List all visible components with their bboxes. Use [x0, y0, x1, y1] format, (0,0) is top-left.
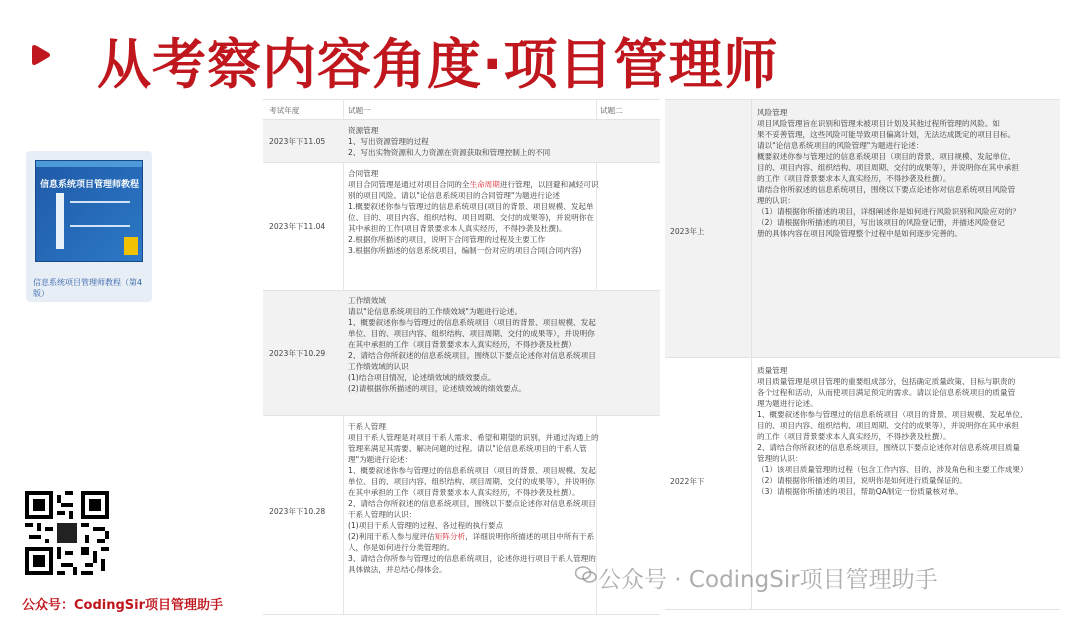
exam-table-left	[263, 99, 660, 614]
row-line: 2、请结合你所叙述的信息系统项目，围绕以下要点论述你对信息系统项目干系人管理的认识：	[348, 499, 596, 519]
row-content	[757, 365, 1029, 497]
table-row	[263, 291, 660, 416]
book-cover-image	[35, 160, 143, 262]
row-line: 概要叙述你参与管理过的信息系统项目（项目的背景、项目规模、发起单位、	[757, 152, 1016, 161]
row-line: 项目风险管理旨在识别和管理未被项目计划及其他过程所管理的风险。如	[757, 119, 1000, 128]
row-line: 册的具体内容在项目风险管理整个过程中是如何逐步完善的。	[757, 229, 963, 238]
page-title: 从考察内容角度·项目管理师	[97, 33, 779, 96]
row-line: 项目干系人管理是对项目干系人需求、希望和期望的识别，并通过沟通上的管理来满足其需要、解决问题的过程。请以"论信息系统项目的干系人管理"为题进行论述：	[348, 433, 599, 464]
watermark-text: 公众号 · CodingSir项目管理助手	[598, 567, 938, 593]
play-bullet-icon	[31, 43, 51, 67]
header-question-1: 试题一	[348, 106, 371, 115]
book-caption[interactable]: 信息系统项目管理师教程（第4版）	[33, 278, 143, 298]
row-line: 2.根据你所描述的项目，说明下合同管理的过程及主要工作	[348, 235, 546, 244]
row-year: 2023年上	[670, 227, 705, 236]
row-line: 风险管理	[757, 108, 788, 117]
exam-table-right	[665, 99, 1060, 610]
row-line: 1、概要叙述你参与管理过的信息系统项目（项目的背景、项目规模、发起单位、目的、项目内容、组织结构、项目周期、交付的成果等），并说明你在其中承担的工作（项目背景要求本人真实经历，不得抄袭及杜撰）。	[348, 466, 596, 497]
row-line: 目的、项目内容、组织结构、项目周期、交付的成果等），并说明你在其中承担	[757, 163, 1019, 172]
row-line: 2、写出实物资源和人力资源在资源获取和管理控制上的不同	[348, 148, 551, 157]
row-line: 2、请结合你所叙述的信息系统项目，围绕以下要点论述你对信息系统项目工作绩效域的认识	[348, 351, 596, 371]
row-line: （3）请根据你所描述的项目，帮助QA制定一份质量核对单。	[757, 487, 963, 496]
slide-header	[0, 0, 1080, 100]
row-line: (1)结合项目情况，论述绩效域的绩效要点。	[348, 373, 496, 382]
header-year: 考试年度	[269, 106, 300, 115]
row-line: 工作绩效域	[348, 296, 386, 305]
row-line: 资源管理	[348, 126, 379, 135]
row-line: 的工作（项目背景要求本人真实经历，不得抄袭及杜撰）。	[757, 432, 951, 441]
row-line: 项目质量管理是项目管理的重要组成部分，包括确定质量政策、目标与职责的	[757, 377, 1016, 386]
row-year: 2023年下11.05	[269, 137, 326, 146]
row-line: （2）请根据你所描述的项目，说明你是如何进行质量保证的。	[757, 476, 967, 485]
row-year: 2023年下10.29	[269, 349, 326, 358]
row-content	[348, 168, 600, 256]
row-line: 理的认识：	[757, 196, 795, 205]
row-line: 干系人管理	[348, 422, 386, 431]
row-line: 1、概要叙述你参与管理过的信息系统项目（项目的背景、项目规模、发起单位、目的、项目内容、组织结构、项目周期、交付的成果等），并说明你在其中承担的工作（项目背景要求本人真实经历，不得抄袭及杜撰）	[348, 318, 596, 349]
footer-brand: 公众号：CodingSir项目管理助手	[22, 598, 224, 613]
row-year: 2022年下	[670, 477, 705, 486]
row-content	[757, 107, 1029, 239]
table-row	[263, 120, 660, 163]
row-line: 合同管理	[348, 169, 379, 178]
row-year: 2023年下10.28	[269, 507, 326, 516]
row-line: (2)利用干系人参与度评估矩阵分析，详细说明你所描述的项目中所有干系人，你是如何进行分类管理的。	[348, 532, 595, 552]
book-card[interactable]	[26, 151, 152, 302]
row-line: 的工作（项目背景要求本人真实经历，不得抄袭及杜撰）。	[757, 174, 951, 183]
row-line: （2）请根据你所描述的项目，写出该项目的风险登记册，并描述风险登记	[757, 218, 1005, 227]
row-line: 理为题进行论述。	[757, 399, 818, 408]
row-line: 质量管理	[757, 366, 788, 375]
row-line: (2)请根据你所描述的项目，论述绩效域的绩效要点。	[348, 384, 526, 393]
row-line: (1)项目干系人管理的过程、各过程的执行要点	[348, 521, 504, 530]
row-line: 目的、项目内容、组织结构、项目周期、交付的成果等），并说明你在其中承担	[757, 421, 1019, 430]
row-line: 1、概要叙述你参与管理过的信息系统项目（项目的背景、项目规模、发起单位、	[757, 410, 1028, 419]
row-content	[348, 295, 600, 394]
table-header	[263, 100, 660, 120]
row-line: （1）该项目质量管理的过程（包含工作内容、目的、涉及角色和主要工作成果）	[757, 465, 1028, 474]
row-line: 请以"论信息系统项目的工作绩效域"为题进行论述。	[348, 307, 523, 316]
row-line: 项目合同管理是通过对项目合同的全生命周期进行管理，以回避和减轻可识别的项目风险。请以"论信息系统项目的合同管理"为题进行论述	[348, 180, 599, 200]
qr-code-image	[25, 491, 109, 575]
book-cover-title: 信息系统项目管理师教程	[40, 180, 140, 190]
table-row	[665, 99, 1060, 358]
row-year: 2023年下11.04	[269, 222, 326, 231]
row-line: 3、请结合你所参与管理过的信息系统项目，论述你进行项目干系人管理的具体做法，并总结心得体会。	[348, 554, 596, 574]
matrix-analysis-link[interactable]: 矩阵分析	[434, 532, 466, 541]
lifecycle-link[interactable]: 生命周期	[469, 180, 500, 189]
row-line: 2、请结合你所叙述的信息系统项目，围绕以下要点论述你对信息系统项目质量	[757, 443, 1021, 452]
header-question-2: 试题二	[600, 106, 623, 115]
row-line: 1.概要叙述你参与管理过的信息系统项目(项目的背景、项目规模、发起单位、目的、项目内容、组织结构、项目周期、交付的成果等)，并说明你在其中承担的工作(项目背景要求本人真实经历，不得抄袭及杜撰)。	[348, 202, 594, 233]
row-line: 3.根据你所描述的信息系统项目，编制一份对应的项目合同(合同内容)	[348, 246, 582, 255]
table-row	[263, 163, 660, 291]
row-line: 管理的认识：	[757, 454, 803, 463]
row-line: 果不妥善管理，这些风险可能导致项目偏离计划，无法达成既定的项目目标。	[757, 130, 1016, 139]
row-line: 1、写出资源管理的过程	[348, 137, 429, 146]
row-content	[348, 125, 600, 158]
wechat-icon	[575, 566, 597, 584]
row-content	[348, 421, 600, 575]
row-line: 各个过程和活动，从而使项目满足预定的需求。请以论信息系统项目的质量管	[757, 388, 1016, 397]
row-line: （1）请根据你所描述的项目，详细阐述你是如何进行风险识别和风险应对的？	[757, 207, 1021, 216]
row-line: 请结合你所叙述的信息系统项目，围绕以下要点论述你对信息系统项目风险管	[757, 185, 1016, 194]
row-line: 请以"论信息系统项目的风险管理"为题进行论述：	[757, 141, 924, 150]
